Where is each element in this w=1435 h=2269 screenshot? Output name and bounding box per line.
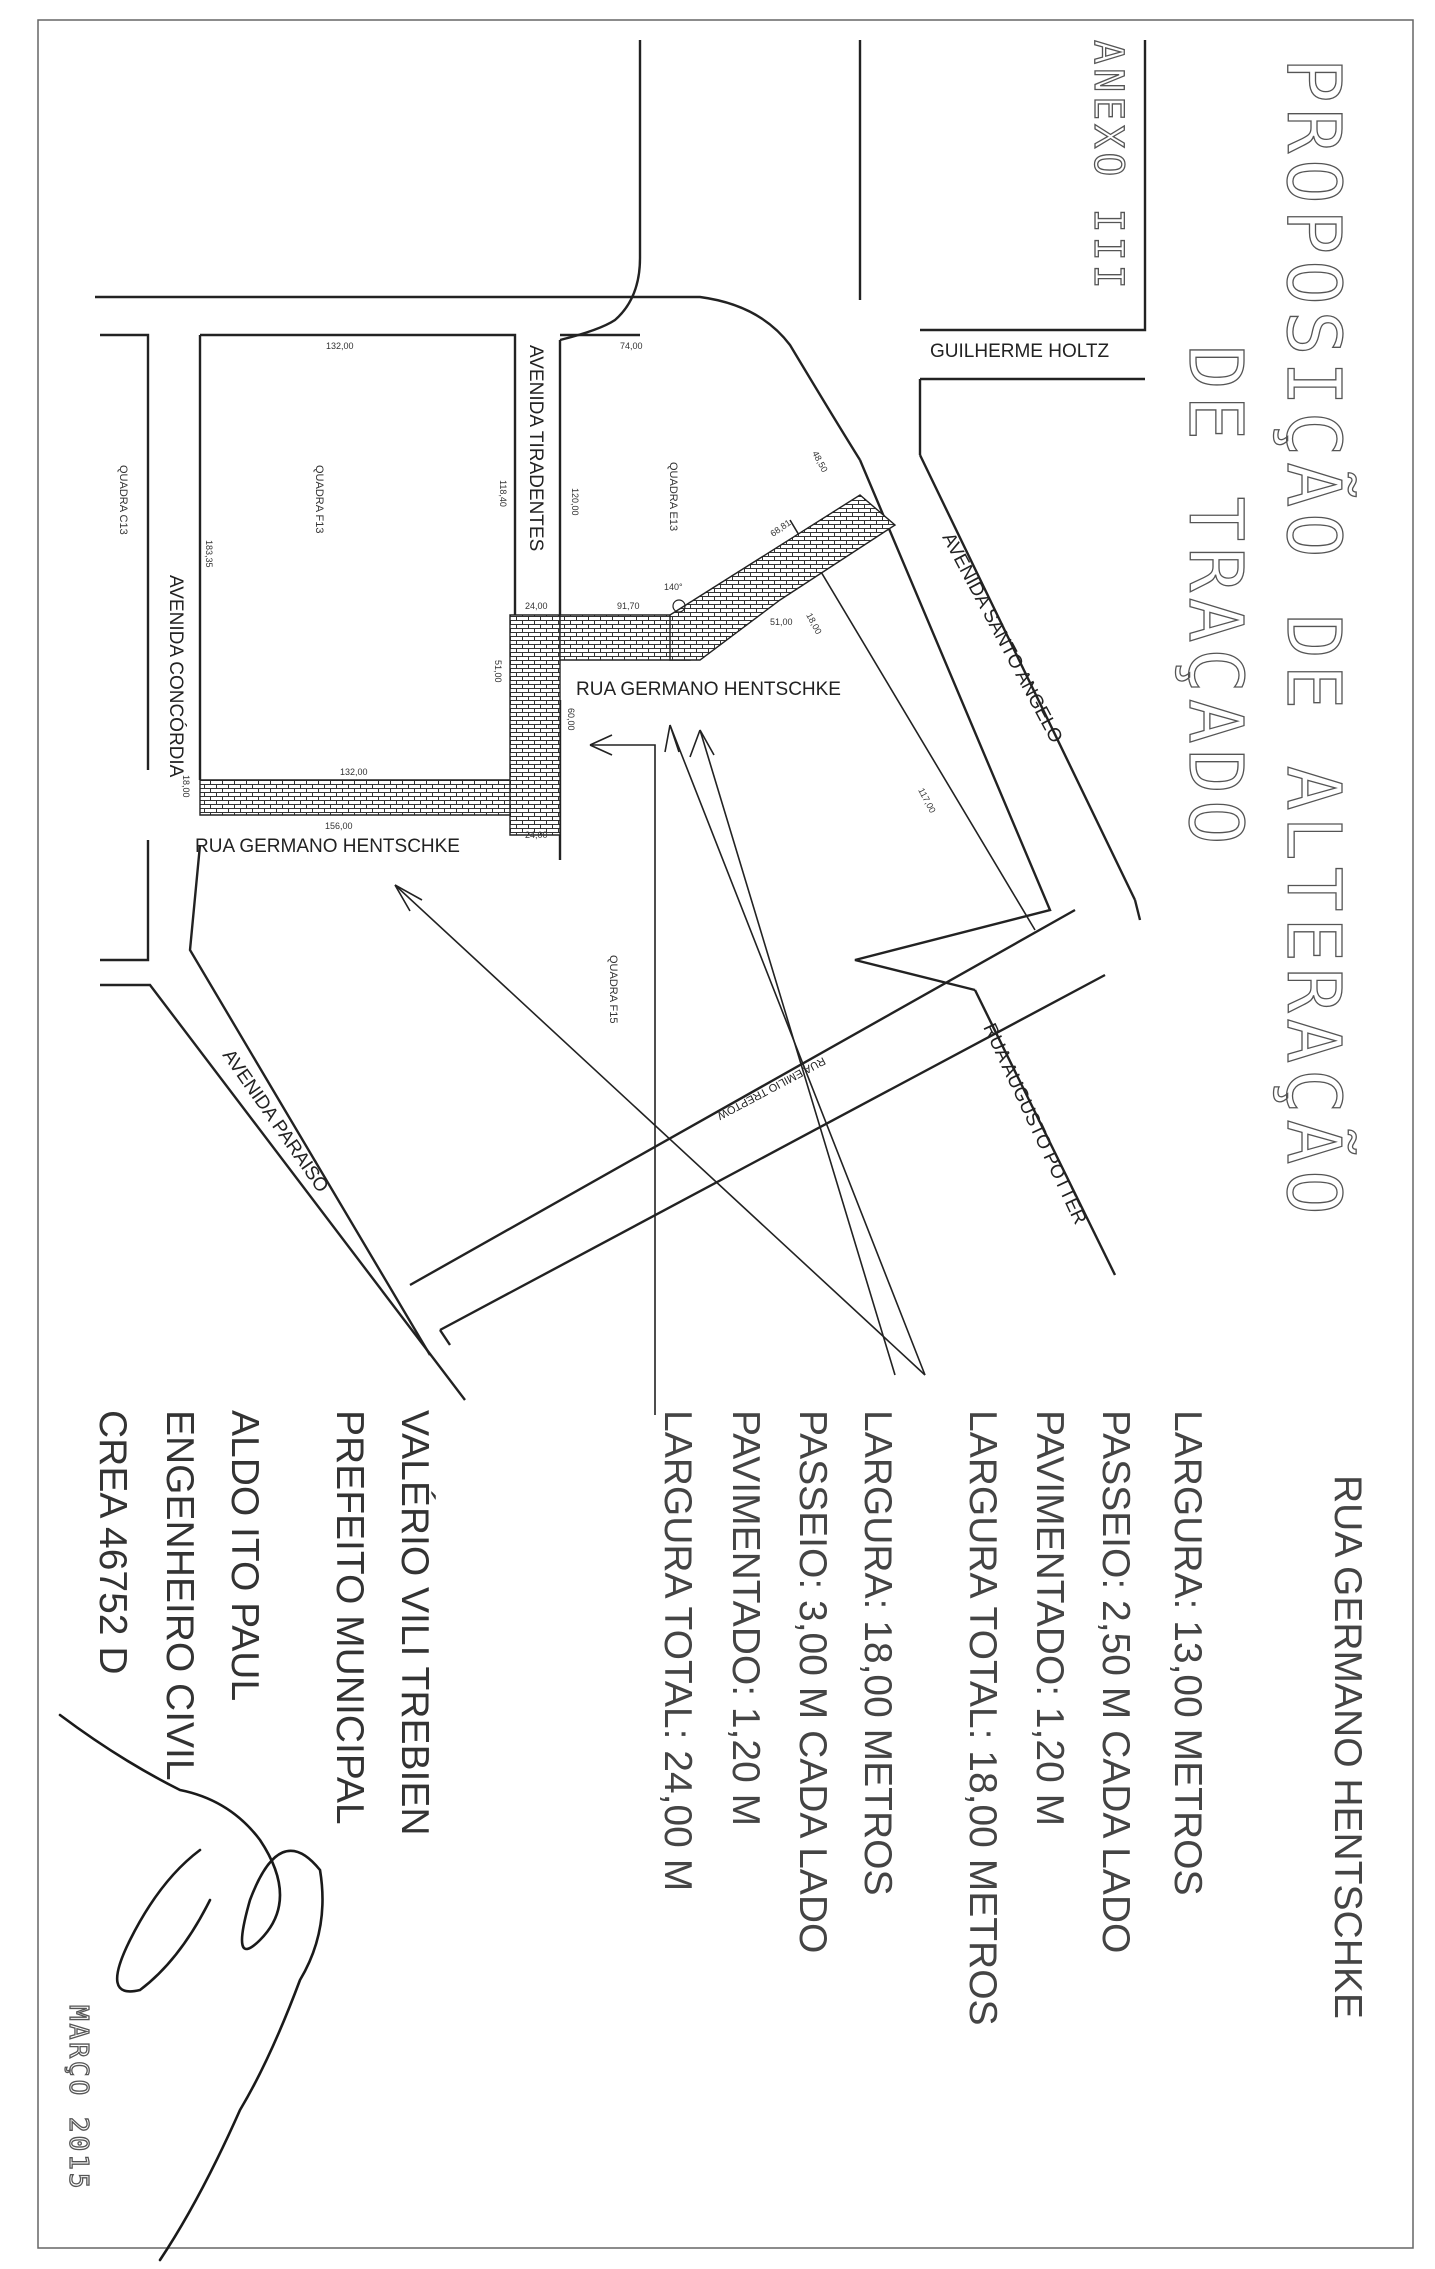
block-quadra-f13: QUADRA F13 [313,465,325,534]
spec-header: RUA GERMANO HENTSCHKE [1326,1475,1369,2019]
dim-68-81: 68,81 [768,517,793,539]
mayor-role: PREFEITO MUNICIPAL [328,1410,371,1825]
dim-91-70: 91,70 [617,601,640,611]
street-avenida-concordia: AVENIDA CONCÓRDIA [165,575,186,778]
street-guilherme-holtz: GUILHERME HOLTZ [930,341,1110,362]
engineer-name: ALDO ITO PAUL [223,1410,266,1702]
street-avenida-tiradentes: AVENIDA TIRADENTES [525,345,546,552]
title-line1: PROPOSIÇÃO DE ALTERAÇÃO [1270,58,1356,1221]
dim-156: 156,00 [325,821,353,831]
spec-a-paved: PAVIMENTADO: 1,20 M [1028,1410,1071,1827]
dim-18-b: 18,00 [181,775,191,798]
dim-18-a: 18,00 [804,611,824,636]
title-block [1085,40,1357,1221]
engineer-crea: CREA 46752 D [91,1410,134,1675]
dim-48-50: 48,50 [810,449,830,474]
dim-24-top: 24,00 [525,601,548,611]
paving-vertical-strip [510,615,560,835]
handwritten-signature [60,1715,323,2260]
spec-b-width: LARGURA: 18,00 METROS [856,1410,899,1896]
spec-a-total: LARGURA TOTAL: 18,00 METROS [961,1410,1004,2026]
dim-51-b: 51,00 [493,660,503,683]
street-rua-augusto-potter: RUA AUGUSTO POTTER [978,1020,1091,1228]
specifications [656,1410,1369,2026]
spec-b-total: LARGURA TOTAL: 24,00 M [656,1410,699,1892]
street-avenida-paraiso: AVENIDA PARAÍSO [217,1045,333,1197]
dim-117: 117,00 [916,786,938,815]
street-rua-germano-upper: RUA GERMANO HENTSCHKE [576,679,841,700]
dim-118-40: 118,40 [498,480,508,507]
paved-area [200,495,895,835]
dim-140: 140° [664,582,683,592]
signature-block [60,1410,436,2260]
annex-label: ANEXO III [1085,40,1131,293]
dim-183-35: 183,35 [204,540,214,568]
dim-74: 74,00 [620,341,643,351]
block-quadra-c13: QUADRA C13 [117,465,129,535]
date-label: MARÇO 2015 [63,2005,93,2192]
road-network [95,40,1145,1400]
block-quadra-f15: QUADRA F15 [607,955,619,1024]
dim-51-a: 51,00 [770,617,793,627]
dim-132-top: 132,00 [326,341,354,351]
title-line2: DE TRAÇADO [1172,345,1258,851]
dim-120-00: 120,00 [570,488,580,516]
mayor-name: VALÉRIO VILI TREBIEN [393,1410,436,1836]
spec-b-paved: PAVIMENTADO: 1,20 M [724,1410,767,1827]
street-rua-germano-lower: RUA GERMANO HENTSCHKE [195,836,460,857]
spec-a-width: LARGURA: 13,00 METROS [1166,1410,1209,1896]
spec-b-sidewalk: PASSEIO: 3,00 M CADA LADO [791,1410,834,1954]
dim-132-low: 132,00 [340,767,368,777]
paving-lower-strip [200,780,515,815]
dim-24-low: 24,00 [525,830,548,840]
spec-a-sidewalk: PASSEIO: 2,50 M CADA LADO [1094,1410,1137,1954]
block-quadra-e13: QUADRA E13 [667,462,679,532]
annotation-arrows [395,600,925,1415]
street-rua-emilio-treptow: RUA EMILIO TREPTOW [715,1054,828,1122]
street-avenida-santo-angelo: AVENIDA SANTO ANGELO [937,529,1067,747]
dim-60: 60,00 [566,708,576,731]
engineer-role: ENGENHEIRO CIVIL [158,1410,201,1781]
